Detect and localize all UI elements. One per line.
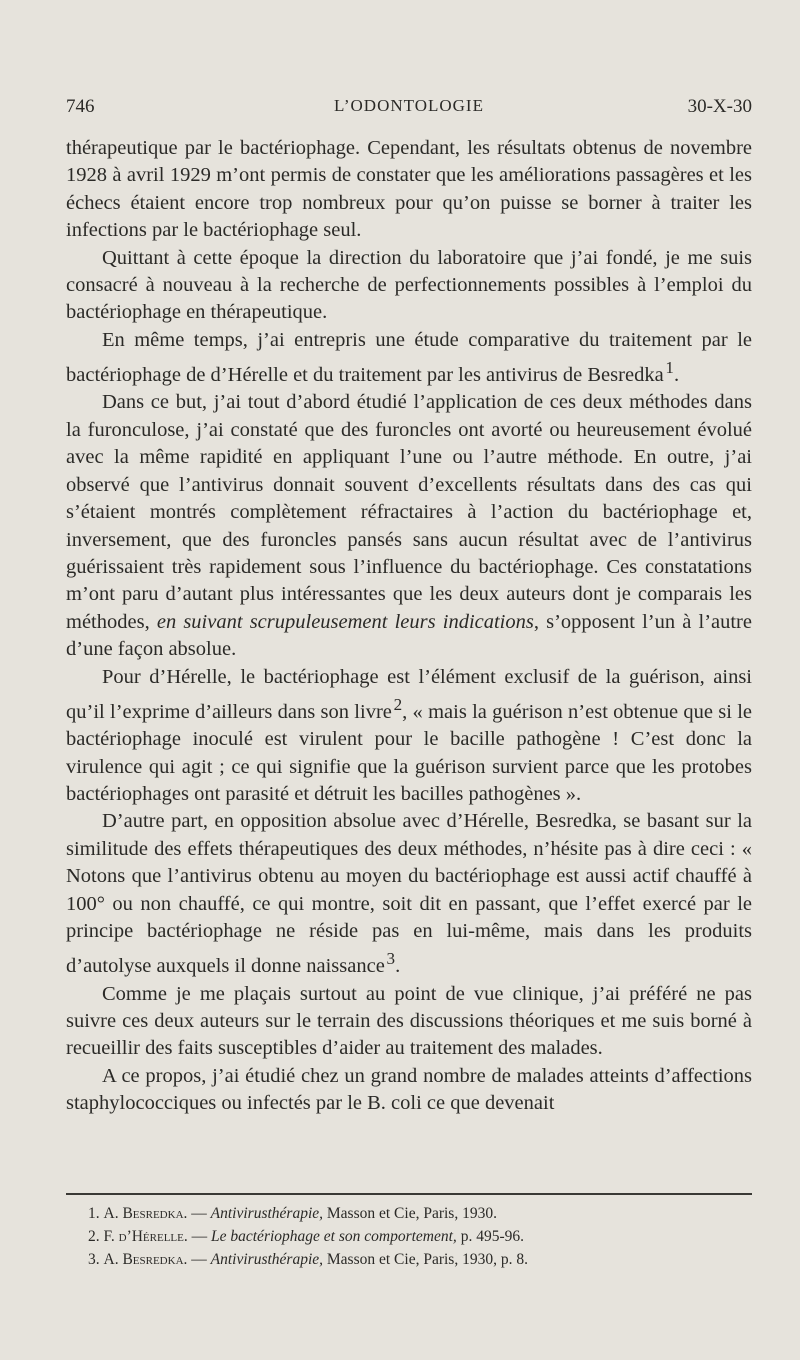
footnote-ref: 3: [386, 949, 396, 969]
footnote-detail: Masson et Cie, Paris, 1930, p. 8.: [323, 1251, 528, 1268]
footnote: [88, 1202, 740, 1225]
paragraph-text: , s’opposent l’un à l’autre d’une façon absolue.: [66, 610, 752, 661]
paragraph-text: Pour d’Hérelle, le bactériophage est l’élément exclusif de la guérison, ainsi qu’il l’exprime d’ailleurs dans son livre: [66, 665, 752, 723]
paragraph: [66, 327, 752, 390]
running-header: [66, 96, 752, 126]
issue-date: 30-X-30: [687, 96, 752, 117]
page-number: 746: [66, 96, 95, 117]
footnote-author: A. Besredka.: [103, 1205, 188, 1222]
paragraph: [66, 664, 752, 809]
paragraph-text: .: [395, 955, 401, 978]
paragraph-text: En même temps, j’ai entrepris une étude comparative du traitement par le bactériophage de d’Hérelle et du traitement par les antivirus de Besredka: [66, 328, 752, 387]
footnote-number: 3.: [88, 1251, 100, 1268]
footnote-title: Le bactériophage et son comportement,: [211, 1228, 457, 1245]
footnote-ref: 2: [393, 694, 403, 714]
paragraph-text: , « mais la guérison n’est obtenue que si le bactériophage inoculé est virulent pour le bacille pathogène ! C’est donc la virulence qui agit ; ce qui signifie que la guérison survient parce que les protobes bactériophages ont parasité et détruit les bacilles pathogènes ».: [66, 700, 752, 805]
paragraph-text: Dans ce but, j’ai tout d’abord étudié l’application de ces deux méthodes dans la furonculose, j’ai constaté que des furoncles ont avorté ou heureusement évolué avec la même rapidité en appliquant l’une ou l’autre méthode. En outre, j’ai observé que l’antivirus donnait souvent d’excellents résultats dans des cas qui s’étaient montrés complètement réfractaires à l’action du bactériophage et, inversement, que des furoncles pansés sans aucun résultat avec de l’antivirus guérissaient très rapidement sous l’influence du bactériophage. Ces constatations m’ont paru d’autant plus intéressantes que les deux auteurs dont je comparais les méthodes,: [66, 391, 752, 633]
journal-title: L’ODONTOLOGIE: [334, 96, 484, 115]
footnote-title: Antivirusthérapie,: [210, 1205, 324, 1222]
footnote-dash: —: [187, 1251, 211, 1268]
paragraph: [66, 389, 752, 663]
footnote-detail: Masson et Cie, Paris, 1930.: [323, 1205, 497, 1222]
emphasis-text: en suivant scrupuleusement leurs indications: [156, 610, 534, 633]
footnote-detail: p. 495-96.: [456, 1228, 524, 1245]
paragraph: Comme je me plaçais surtout au point de vue clinique, j’ai préféré ne pas suivre ces deux auteurs sur le terrain des discussions théoriques et me suis borné à recueillir des faits susceptibles d’aider au traitement des malades.: [66, 982, 752, 1060]
footnote-ref: 1: [665, 358, 674, 378]
footnote-number: 2.: [88, 1228, 100, 1245]
paragraph-text: .: [673, 364, 680, 387]
footnote: [88, 1248, 740, 1271]
footnote-author: A. Besredka.: [103, 1251, 188, 1268]
article-body: [66, 135, 752, 1118]
paragraph: [66, 808, 752, 980]
paragraph: Quittant à cette époque la direction du laboratoire que j’ai fondé, je me suis consacré à nouveau à la recherche de perfectionnements possibles à l’emploi du bactériophage en thérapeutique.: [66, 246, 752, 324]
footnote: [88, 1225, 740, 1248]
footnote-author: F. d’Hérelle.: [103, 1228, 188, 1245]
paragraph: A ce propos, j’ai étudié chez un grand nombre de malades atteints d’affections staphylococciques ou infectés par le B. coli ce que devenait: [66, 1064, 752, 1115]
footnote-rule: [66, 1193, 752, 1195]
footnote-dash: —: [187, 1205, 211, 1222]
paragraph-text: D’autre part, en opposition absolue avec d’Hérelle, Besredka, se basant sur la similitude des effets thérapeutiques des deux méthodes, n’hésite pas à dire ceci : « Notons que l’antivirus obtenu au moyen du bactériophage est aussi actif chauffé à 100° ou non chauffé, ce qui montre, soit dit en passant, que l’effet exercé par le principe bactériophage ne réside pas en lui-même, mais dans les produits d’autolyse auxquels il donne naissance: [66, 810, 752, 978]
footnote-number: 1.: [88, 1205, 100, 1222]
footnote-dash: —: [187, 1228, 211, 1245]
footnotes: [88, 1202, 740, 1271]
paragraph-continued: thérapeutique par le bactériophage. Cependant, les résultats obtenus de novembre 1928 à avril 1929 m’ont permis de constater que les améliorations passagères et les échecs étaient encore trop nombreux pour qu’on puisse se borner à traiter les infections par le bactériophage seul.: [66, 137, 752, 242]
footnote-title: Antivirusthérapie,: [210, 1251, 324, 1268]
